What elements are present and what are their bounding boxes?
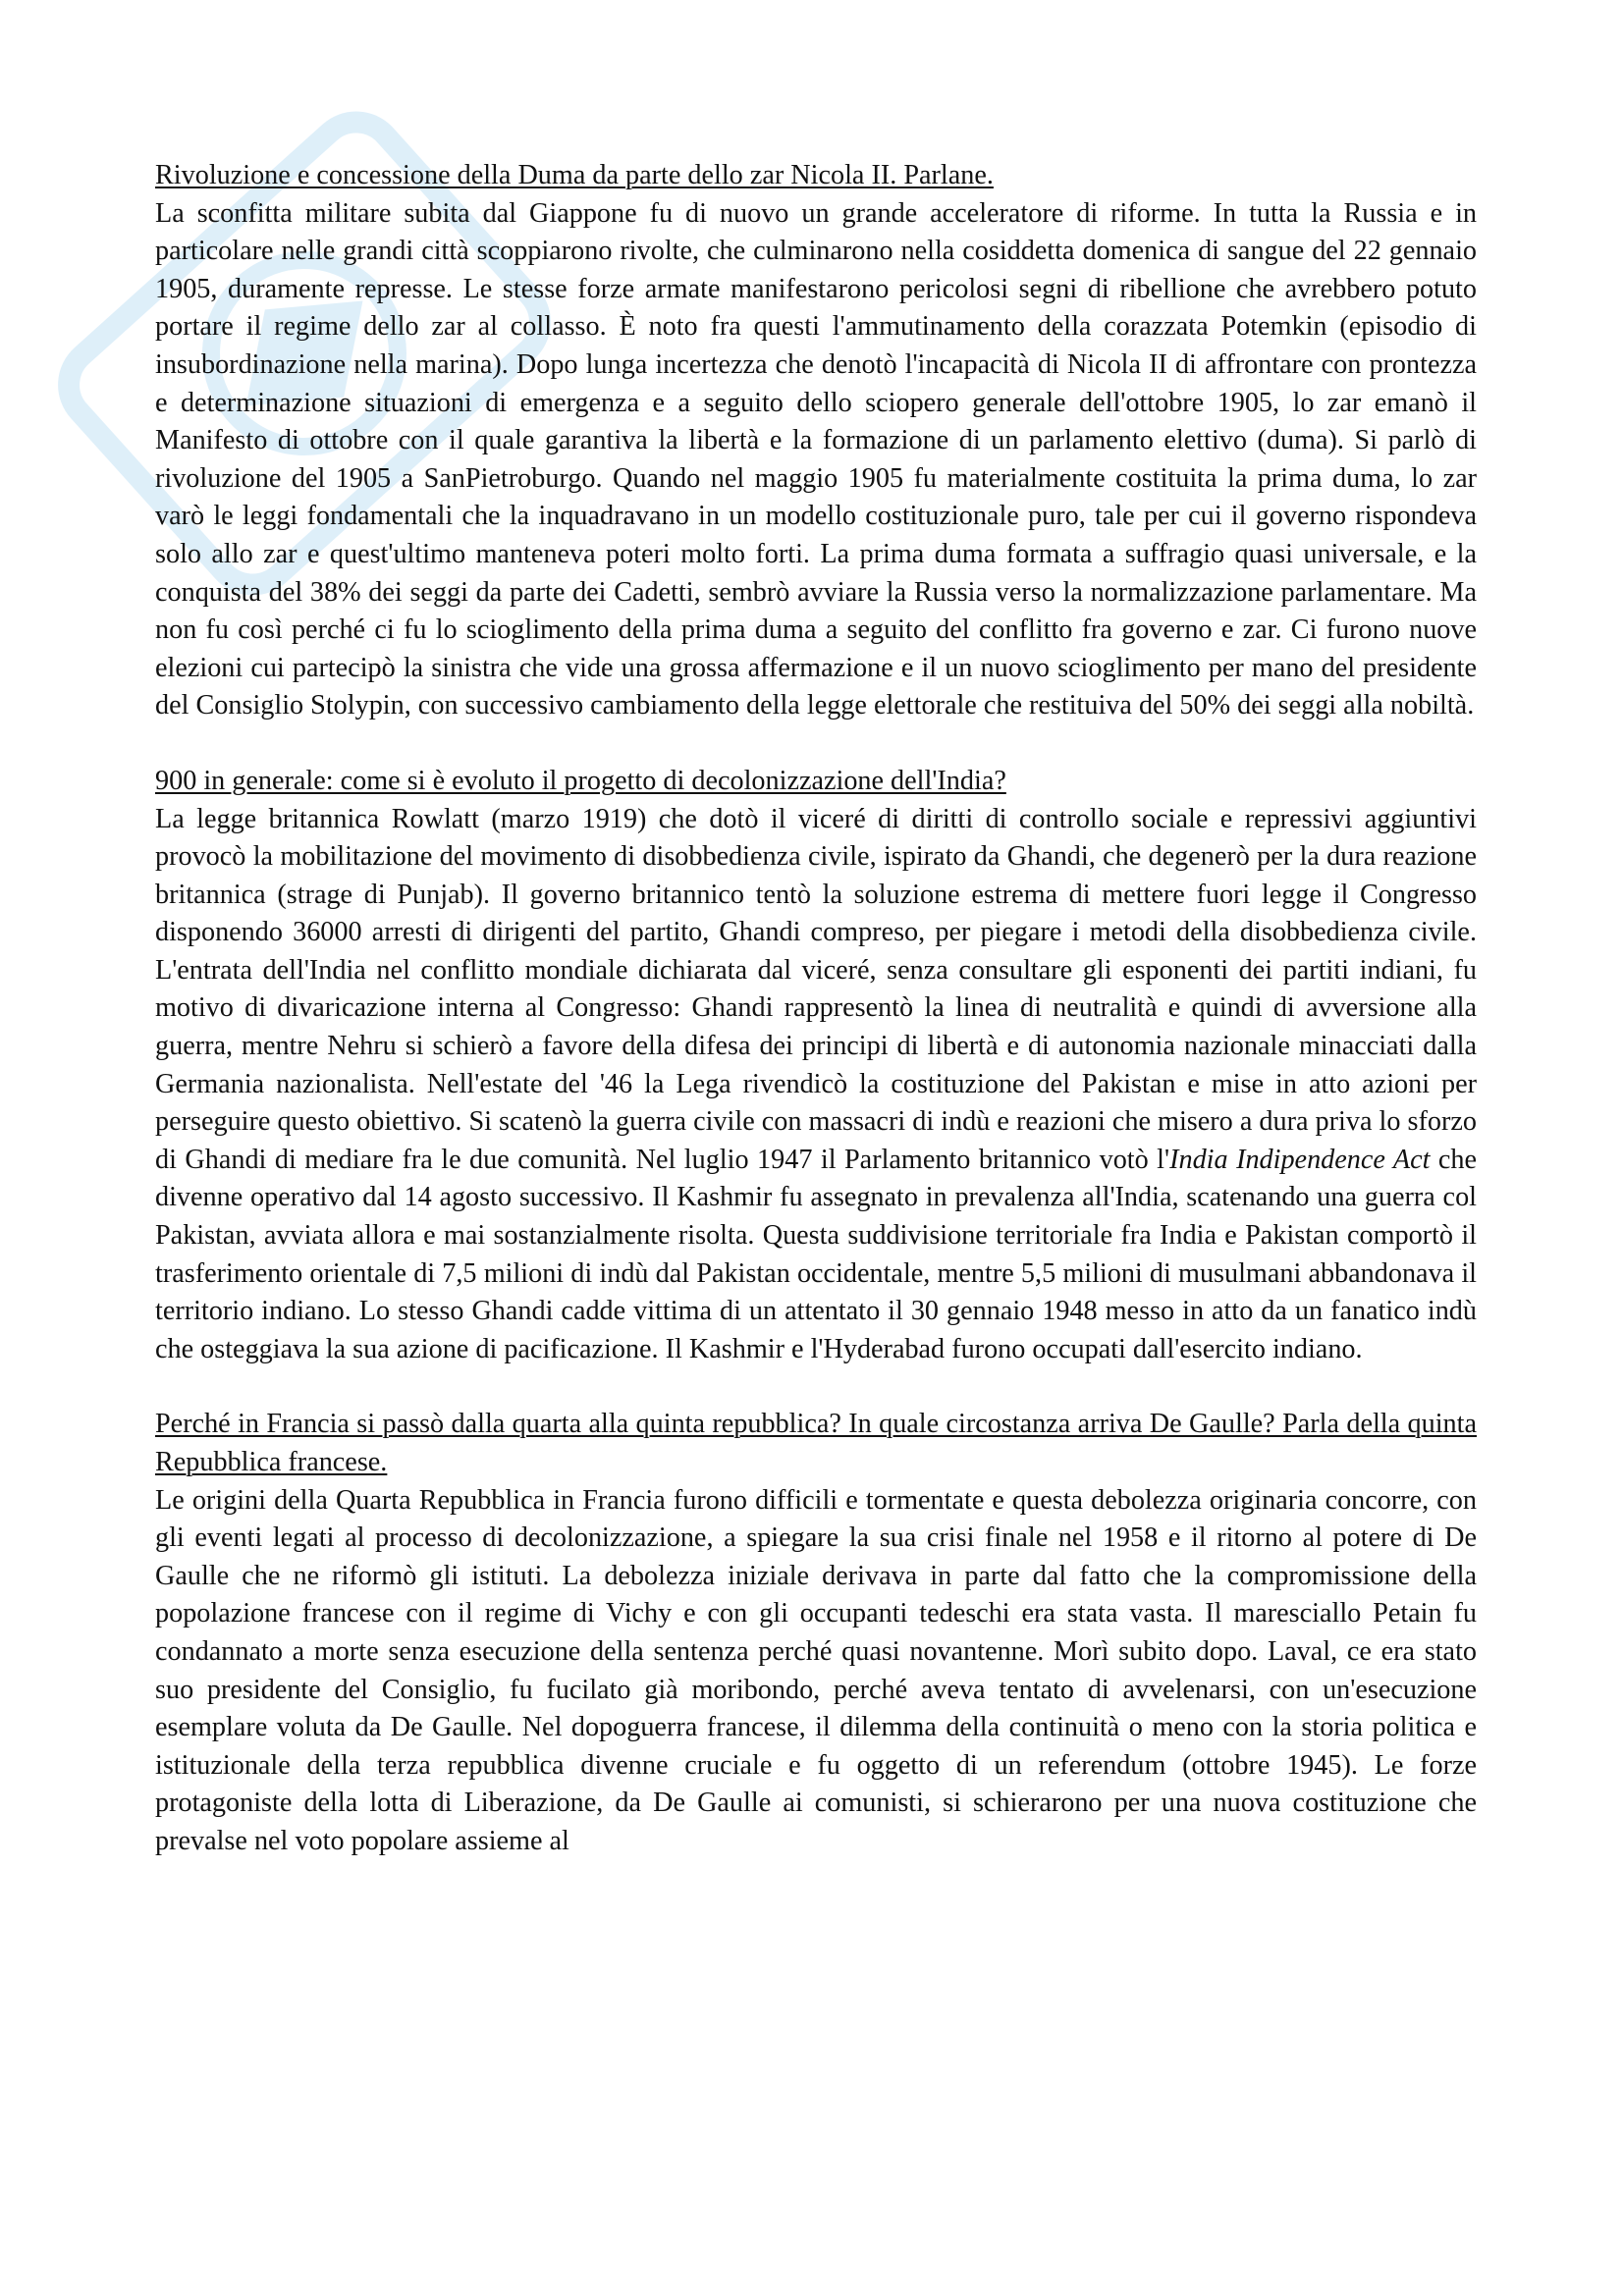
- document-body: [155, 157, 1477, 1898]
- answer-paragraph: [155, 801, 1477, 1369]
- question-heading: Perché in Francia si passò dalla quarta alla quinta repubblica? In quale circostanza arriva De Gaulle? Parla della quinta Repubblica francese.: [155, 1409, 1477, 1477]
- section-india: [155, 763, 1477, 1369]
- section-duma: [155, 157, 1477, 725]
- answer-italic-title: India Indipendence Act: [1169, 1144, 1431, 1175]
- answer-paragraph: Le origini della Quarta Repubblica in Francia furono difficili e tormentate e questa debolezza originaria concorre, con gli eventi legati al processo di decolonizzazione, a spiegare la sua crisi finale nel 1958 e il ritorno al potere di De Gaulle che ne riformò gli istituti. La debolezza iniziale derivava in parte dal fatto che la compromissione della popolazione francese con il regime di Vichy e con gli occupanti tedeschi era stata vasta. Il maresciallo Petain fu condannato a morte senza esecuzione della sentenza perché quasi novantenne. Morì subito dopo. Laval, ce era stato suo presidente del Consiglio, fu fucilato già moribondo, perché aveva tentato di avvelenarsi, con un'esecuzione esemplare voluta da De Gaulle. Nel dopoguerra francese, il dilemma della continuità o meno con la storia politica e istituzionale della terza repubblica divenne cruciale e fu oggetto di un referendum (ottobre 1945). Le forze protagoniste della lotta di Liberazione, da De Gaulle ai comunisti, si schierarono per una nuova costituzione che prevalse nel voto popolare assieme al: [155, 1484, 1477, 1856]
- question-heading: 900 in generale: come si è evoluto il progetto di decolonizzazione dell'India?: [155, 765, 1006, 796]
- question-heading: Rivoluzione e concessione della Duma da parte dello zar Nicola II. Parlane.: [155, 160, 994, 190]
- answer-text-after: che divenne operativo dal 14 agosto successivo. Il Kashmir fu assegnato in prevalenza all'India, scatenando una guerra col Pakistan, avviata allora e mai sostanzialmente risolta. Questa suddivisione territoriale fra India e Pakistan comportò il trasferimento orientale di 7,5 milioni di indù dal Pakistan occidentale, mentre 5,5 milioni di musulmani abbandonava il territorio indiano. Lo stesso Ghandi cadde vittima di un attentato il 30 gennaio 1948 messo in atto da un fanatico indù che osteggiava la sua azione di pacificazione. Il Kashmir e l'Hyderabad furono occupati dall'esercito indiano.: [155, 1144, 1478, 1364]
- answer-text-before: La legge britannica Rowlatt (marzo 1919) che dotò il viceré di diritti di controllo sociale e repressivi aggiuntivi provocò la mobilitazione del movimento di disobbedienza civile, ispirato da Ghandi, che degenerò per la dura reazione britannica (strage di Punjab). Il governo britannico tentò la soluzione estrema di mettere fuori legge il Congresso disponendo 36000 arresti di dirigenti del partito, Ghandi compreso, per piegare i metodi della disobbedienza civile. L'entrata dell'India nel conflitto mondiale dichiarata dal viceré, senza consultare gli esponenti dei partiti indiani, fu motivo di divaricazione interna al Congresso: Ghandi rappresentò la linea di neutralità e quindi di avversione alla guerra, mentre Nehru si schierò a favore della difesa dei principi di libertà e di autonomia nazionale minacciati dalla Germania nazionalista. Nell'estate del '46 la Lega rivendicò la costituzione del Pakistan e mise in atto azioni per perseguire questo obiettivo. Si scatenò la guerra civile con massacri di indù e reazioni che misero a dura priva lo sforzo di Ghandi di mediare fra le due comunità. Nel luglio 1947 il Parlamento britannico votò l': [155, 803, 1477, 1175]
- section-francia: [155, 1406, 1477, 1860]
- answer-paragraph: La sconfitta militare subita dal Giappone fu di nuovo un grande acceleratore di riforme. In tutta la Russia e in particolare nelle grandi città scoppiarono rivolte, che culminarono nella cosiddetta domenica di sangue del 22 gennaio 1905, duramente represse. Le stesse forze armate manifestarono pericolosi segni di ribellione che avrebbero potuto portare il regime dello zar al collasso. È noto fra questi l'ammutinamento della corazzata Potemkin (episodio di insubordinazione nella marina). Dopo lunga incertezza che denotò l'incapacità di Nicola II di affrontare con prontezza e determinazione situazioni di emergenza e a seguito dello sciopero generale dell'ottobre 1905, lo zar emanò il Manifesto di ottobre con il quale garantiva la libertà e la formazione di un parlamento elettivo (duma). Si parlò di rivoluzione del 1905 a SanPietroburgo. Quando nel maggio 1905 fu materialmente costituita la prima duma, lo zar varò le leggi fondamentali che la inquadravano in un modello costituzionale puro, tale per cui il governo rispondeva solo allo zar e quest'ultimo manteneva poteri molto forti. La prima duma formata a suffragio quasi universale, e la conquista del 38% dei seggi da parte dei Cadetti, sembrò avviare la Russia verso la normalizzazione parlamentare. Ma non fu così perché ci fu lo scioglimento della prima duma a seguito del conflitto fra governo e zar. Ci furono nuove elezioni cui partecipò la sinistra che vide una grossa affermazione e il un nuovo scioglimento per mano del presidente del Consiglio Stolypin, con successivo cambiamento della legge elettorale che restituiva del 50% dei seggi alla nobiltà.: [155, 197, 1477, 721]
